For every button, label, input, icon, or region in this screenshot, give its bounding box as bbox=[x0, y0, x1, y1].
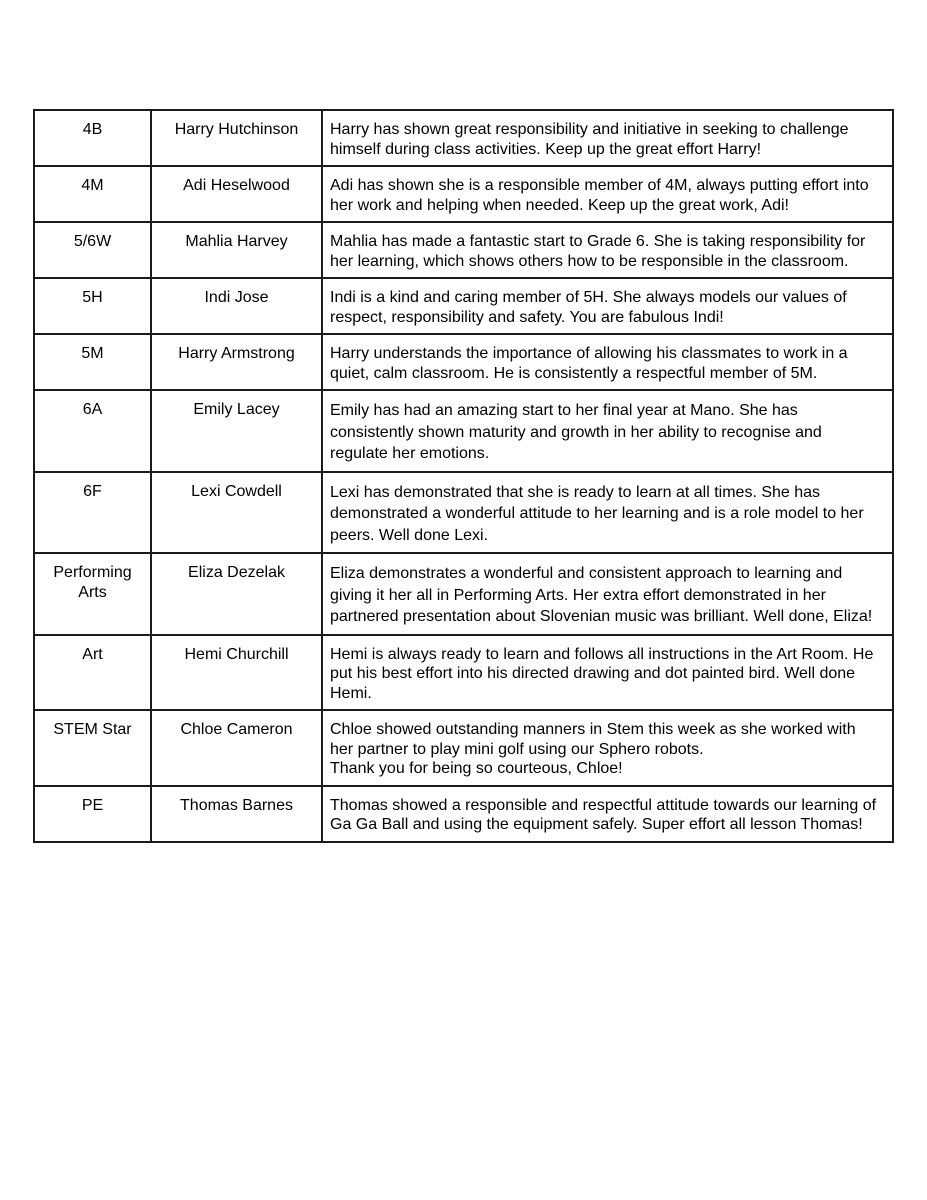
table-row bbox=[34, 278, 893, 334]
comment-line: respect, responsibility and safety. You are fabulous Indi! bbox=[330, 308, 724, 326]
table-row bbox=[34, 166, 893, 222]
comment-line: Ga Ga Ball and using the equipment safely. Super effort all lesson Thomas! bbox=[330, 816, 863, 833]
comment-cell bbox=[322, 222, 893, 278]
student-name-cell: Adi Heselwood bbox=[151, 166, 322, 222]
comment-line: regulate her emotions. bbox=[330, 445, 490, 462]
student-name-cell: Harry Armstrong bbox=[151, 334, 322, 390]
comment-line: Hemi. bbox=[330, 684, 372, 702]
comment-line: Eliza demonstrates a wonderful and consistent approach to learning and bbox=[330, 565, 843, 582]
table-row bbox=[34, 110, 893, 166]
comment-line: Adi has shown she is a responsible member of 4M, always putting effort into bbox=[330, 177, 869, 194]
comment-line: Mahlia has made a fantastic start to Grade 6. She is taking responsibility for bbox=[330, 233, 866, 250]
student-name-cell: Thomas Barnes bbox=[151, 786, 322, 842]
comment-line: Thomas showed a responsible and respectful attitude towards our learning of bbox=[330, 796, 877, 814]
table-row bbox=[34, 472, 893, 554]
comment-line: Emily has had an amazing start to her final year at Mano. She has bbox=[330, 402, 798, 419]
comment-line: Harry has shown great responsibility and initiative in seeking to challenge bbox=[330, 121, 849, 138]
comment-line: Hemi is always ready to learn and follows all instructions in the Art Room. He bbox=[330, 645, 874, 663]
comment-cell bbox=[322, 166, 893, 222]
comment-cell bbox=[322, 110, 893, 166]
class-cell bbox=[34, 553, 151, 635]
comment-line: her learning, which shows others how to be responsible in the classroom. bbox=[330, 252, 849, 270]
table-row bbox=[34, 222, 893, 278]
student-name-cell: Indi Jose bbox=[151, 278, 322, 334]
comment-line: giving it her all in Performing Arts. Her extra effort demonstrated in her bbox=[330, 586, 826, 604]
table-row bbox=[34, 710, 893, 786]
class-cell: PE bbox=[34, 786, 151, 842]
comment-cell bbox=[322, 334, 893, 390]
awards-table bbox=[33, 109, 894, 843]
comment-line: quiet, calm classroom. He is consistently a respectful member of 5M. bbox=[330, 364, 818, 382]
comment-line: Indi is a kind and caring member of 5H. She always models our values of bbox=[330, 289, 847, 306]
class-line: Performing bbox=[53, 564, 132, 581]
class-cell: 5H bbox=[34, 278, 151, 334]
comment-line: consistently shown maturity and growth in her ability to recognise and bbox=[330, 423, 822, 441]
comment-line: demonstrated a wonderful attitude to her learning and is a role model to her bbox=[330, 505, 864, 522]
student-name-cell: Chloe Cameron bbox=[151, 710, 322, 786]
comment-cell bbox=[322, 635, 893, 711]
student-name-cell: Hemi Churchill bbox=[151, 635, 322, 711]
class-cell: 6F bbox=[34, 472, 151, 554]
student-name-cell: Harry Hutchinson bbox=[151, 110, 322, 166]
comment-line: partnered presentation about Slovenian music was brilliant. Well done, Eliza! bbox=[330, 608, 873, 625]
student-name-cell: Emily Lacey bbox=[151, 390, 322, 472]
comment-cell bbox=[322, 786, 893, 842]
comment-line: Chloe showed outstanding manners in Stem this week as she worked with bbox=[330, 721, 856, 738]
comment-line: her partner to play mini golf using our Sphero robots. bbox=[330, 740, 704, 758]
comment-line: Thank you for being so courteous, Chloe! bbox=[330, 760, 623, 777]
table-row bbox=[34, 553, 893, 635]
class-cell: 5/6W bbox=[34, 222, 151, 278]
class-line: Arts bbox=[78, 583, 107, 601]
comment-cell bbox=[322, 553, 893, 635]
comment-line: Harry understands the importance of allowing his classmates to work in a bbox=[330, 345, 848, 362]
class-cell: 4B bbox=[34, 110, 151, 166]
class-cell: STEM Star bbox=[34, 710, 151, 786]
student-name-cell: Mahlia Harvey bbox=[151, 222, 322, 278]
class-cell: 4M bbox=[34, 166, 151, 222]
class-cell: 5M bbox=[34, 334, 151, 390]
student-name-cell: Eliza Dezelak bbox=[151, 553, 322, 635]
table-row bbox=[34, 334, 893, 390]
comment-line: peers. Well done Lexi. bbox=[330, 526, 489, 544]
table-row bbox=[34, 635, 893, 711]
comment-line: her work and helping when needed. Keep up the great work, Adi! bbox=[330, 196, 789, 214]
comment-cell bbox=[322, 278, 893, 334]
comment-line: put his best effort into his directed drawing and dot painted bird. Well done bbox=[330, 665, 856, 682]
comment-line: himself during class activities. Keep up the great effort Harry! bbox=[330, 140, 762, 158]
comment-cell bbox=[322, 472, 893, 554]
comment-line: Lexi has demonstrated that she is ready to learn at all times. She has bbox=[330, 483, 821, 501]
table-row bbox=[34, 786, 893, 842]
class-cell: Art bbox=[34, 635, 151, 711]
class-cell: 6A bbox=[34, 390, 151, 472]
comment-cell bbox=[322, 710, 893, 786]
comment-cell bbox=[322, 390, 893, 472]
table-row bbox=[34, 390, 893, 472]
student-name-cell: Lexi Cowdell bbox=[151, 472, 322, 554]
